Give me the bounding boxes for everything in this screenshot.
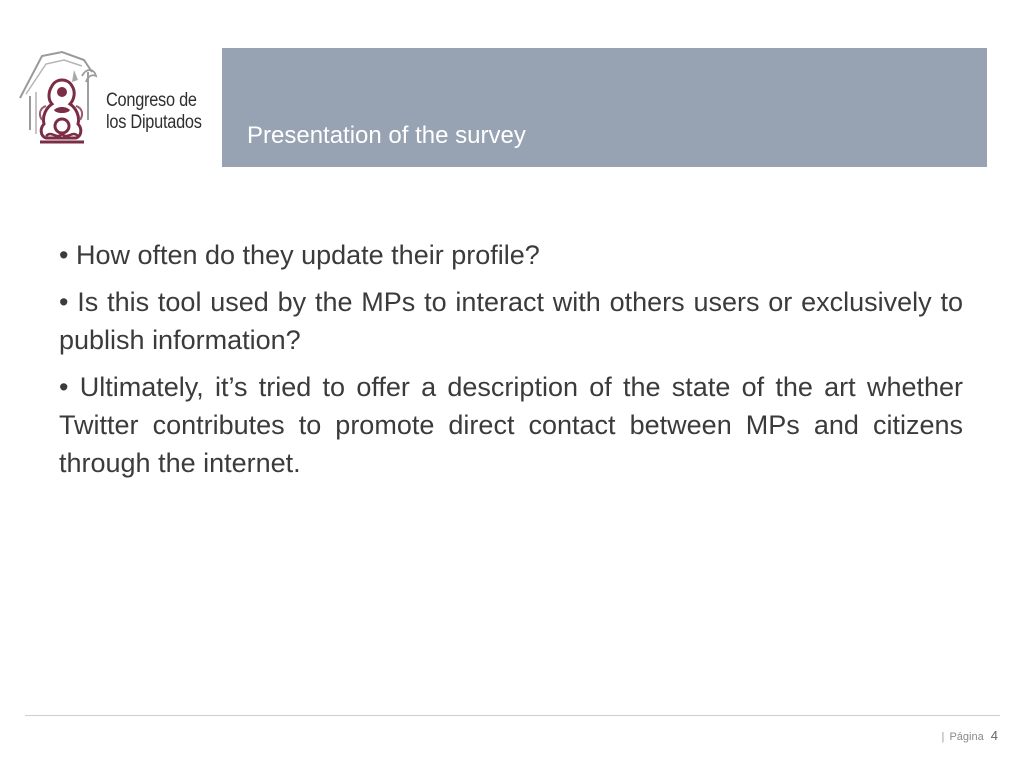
bullet-item: • Is this tool used by the MPs to interact with others users or exclusively to publish information?: [59, 287, 963, 355]
logo-wordmark: [106, 90, 202, 134]
footer-page-label: Página: [949, 731, 984, 743]
bullet-item: • Ultimately, it’s tried to offer a description of the state of the art whether Twitter contributes to promote direct contact between MPs and citizens through the internet.: [59, 372, 963, 478]
footer-separator: |: [941, 731, 945, 743]
slide-content: [59, 236, 963, 491]
page-footer: [942, 728, 998, 743]
congreso-logo: [12, 50, 217, 150]
title-band: [222, 48, 987, 167]
logo-line-1: Congreso de: [106, 90, 197, 111]
logo-line-2: los Diputados: [106, 112, 202, 133]
slide-title: Presentation of the survey: [247, 122, 526, 149]
page-number: 4: [990, 728, 998, 743]
bullet-item: • How often do they update their profile?: [59, 240, 540, 270]
footer-divider: [25, 715, 1000, 716]
congress-lion-emblem-icon: [12, 50, 104, 150]
